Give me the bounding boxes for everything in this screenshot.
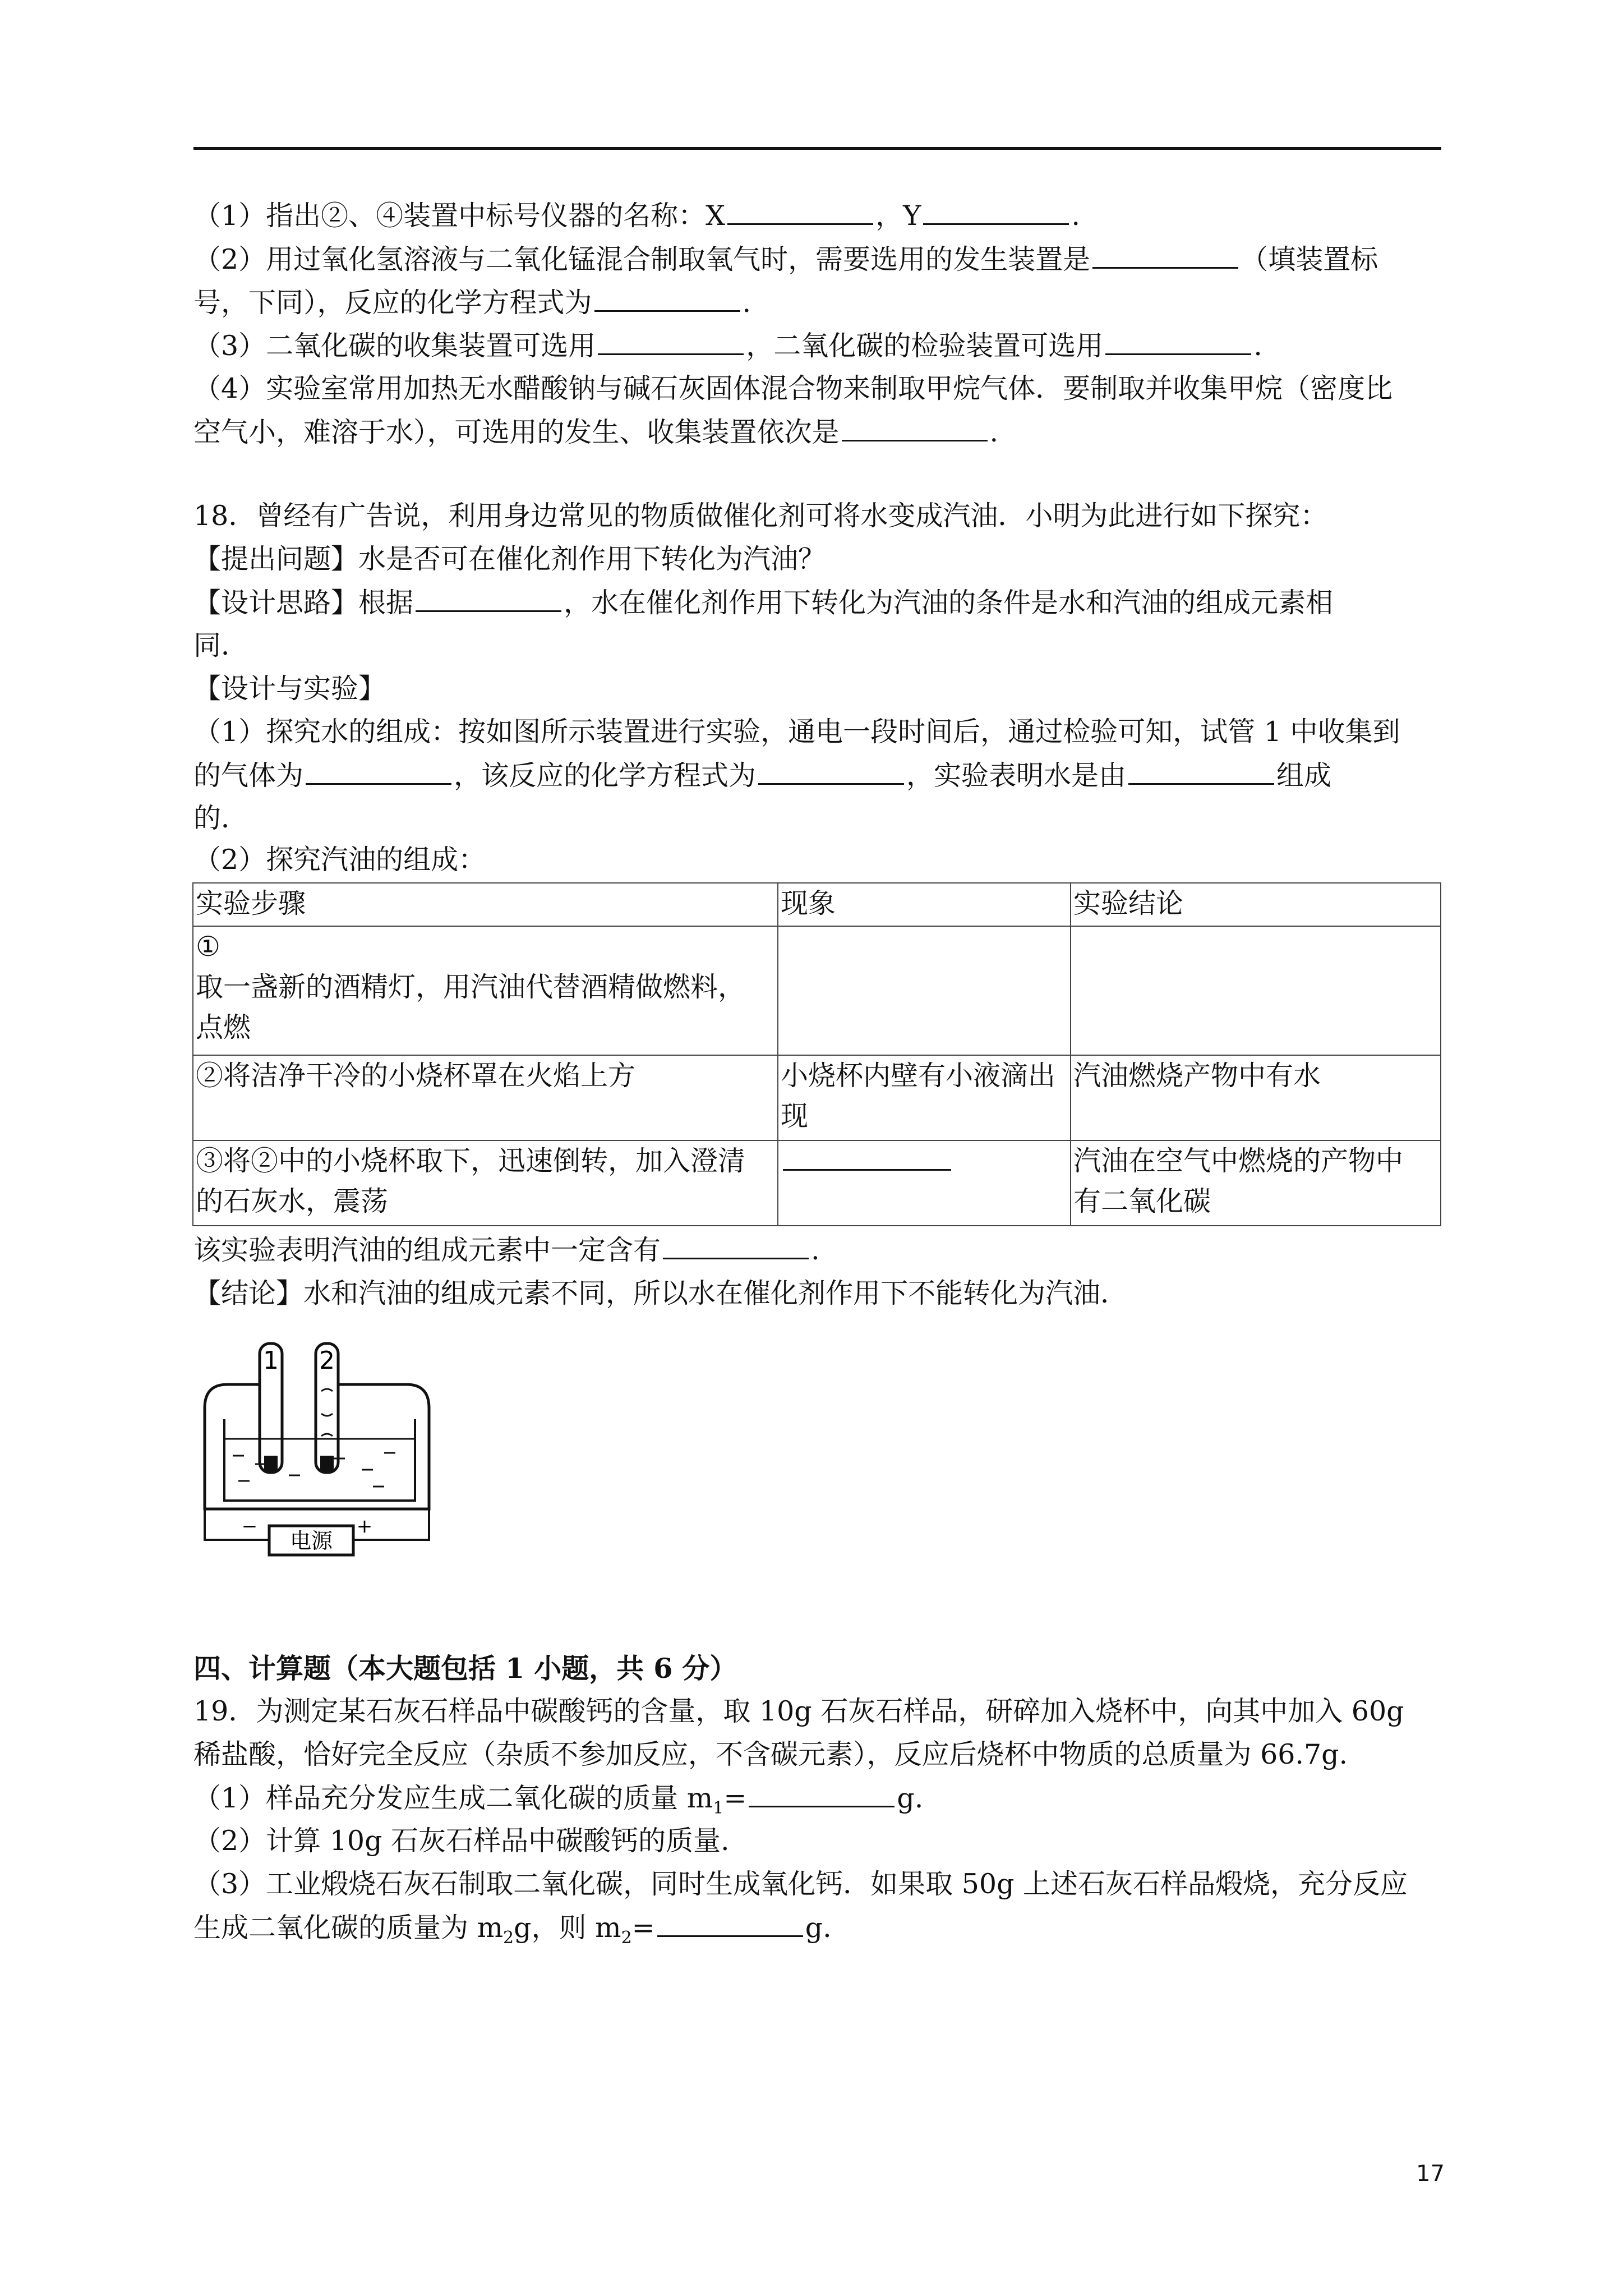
- answer-blank: [657, 1907, 803, 1937]
- q19-part3-line2: 生成二氧化碳的质量为 $m_2g$，则 $m_2= g$.: [193, 1907, 1444, 1958]
- q18-question: 【提出问题】水是否可在催化剂作用下转化为汽油？: [193, 543, 826, 575]
- row2-conclusion: 汽油燃烧产物中有水: [1071, 1055, 1441, 1140]
- tube-2-label: 2: [319, 1346, 335, 1375]
- q18-conclusion: 【结论】水和汽油的组成元素不同，所以水在催化剂作用下不能转化为汽油．: [193, 1277, 1128, 1309]
- header-rule: [193, 147, 1441, 150]
- table-row: [193, 926, 1441, 1055]
- answer-blank: [1092, 239, 1238, 269]
- answer-blank: [749, 1778, 895, 1807]
- q18-exp1-line2: 的气体为 ，该反应的化学方程式为 ，实验表明水是由 组成: [193, 755, 1444, 796]
- experiment-table: [192, 882, 1441, 1226]
- answer-blank: [416, 582, 561, 612]
- answer-blank: [1105, 325, 1251, 355]
- answer-blank: [842, 412, 988, 441]
- q17-part4-line2: 空气小，难溶于水），可选用的发生、收集装置依次是 .: [193, 412, 1444, 453]
- power-source-label: 电源: [289, 1529, 333, 1553]
- answer-blank: [783, 1141, 951, 1171]
- q17-part2-line2: 号，下同），反应的化学方程式为 .: [193, 282, 1444, 323]
- q17-part2-line1: （2）用过氧化氢溶液与二氧化锰混合制取氧气时，需要选用的发生装置是 （填装置标: [193, 239, 1444, 280]
- q18-intro: 18．曾经有广告说，利用身边常见的物质做催化剂可将水变成汽油．小明为此进行如下探究：: [193, 500, 1328, 532]
- answer-blank: [727, 195, 873, 225]
- q19-line2: 稀盐酸，恰好完全反应（杂质不参加反应，不含碳元素），反应后烧杯中物质的总质量为 66.7g.: [193, 1738, 1348, 1770]
- electrolysis-apparatus-figure: [193, 1324, 443, 1559]
- tube-1-label: 1: [263, 1346, 279, 1375]
- answer-blank: [923, 195, 1069, 225]
- answer-blank: [758, 755, 904, 785]
- q18-exp1-line1: （1）探究水的组成：按如图所示装置进行实验，通电一段时间后，通过检验可知，试管 1 中收集到: [193, 716, 1400, 748]
- section-heading: 四、计算题（本大题包括 1 小题，共 6 分）: [193, 1652, 737, 1685]
- page-number: 17: [1416, 2161, 1445, 2187]
- negative-terminal-label: −: [241, 1515, 258, 1538]
- q18-exp2: （2）探究汽油的组成：: [193, 844, 486, 876]
- q17-part4-line1: （4）实验室常用加热无水醋酸钠与碱石灰固体混合物来制取甲烷气体．要制取并收集甲烷（密度比: [193, 372, 1393, 404]
- answer-blank: [1128, 755, 1274, 785]
- row1-step: ① 取一盏新的酒精灯，用汽油代替酒精做燃料， 点燃: [193, 926, 778, 1055]
- row3-step: ③将②中的小烧杯取下，迅速倒转，加入澄清 的石灰水，震荡: [193, 1140, 778, 1226]
- row1-phenomenon: [778, 926, 1071, 1055]
- q18-exp1-line3: 的．: [193, 802, 249, 834]
- answer-blank: [598, 325, 744, 355]
- table-row: [193, 883, 1441, 926]
- positive-terminal-label: +: [356, 1515, 373, 1538]
- header-step: 实验步骤: [193, 883, 778, 926]
- q19-part2: （2）计算 10g 石灰石样品中碳酸钙的质量.: [193, 1825, 730, 1857]
- header-phenomenon: 现象: [778, 883, 1071, 926]
- q18-idea-line1: 【设计思路】根据 ，水在催化剂作用下转化为汽油的条件是水和汽油的组成元素相: [193, 582, 1444, 623]
- row3-phenomenon: [778, 1140, 1071, 1226]
- answer-blank: [594, 282, 740, 312]
- answer-blank: [306, 755, 451, 785]
- header-conclusion: 实验结论: [1071, 883, 1441, 926]
- row2-step: ②将洁净干冷的小烧杯罩在火焰上方: [193, 1055, 778, 1140]
- q17-part1: （1）指出②、④装置中标号仪器的名称：X ，Y .: [193, 195, 1444, 236]
- row1-conclusion: [1071, 926, 1441, 1055]
- table-row: [193, 1140, 1441, 1226]
- answer-blank: [663, 1230, 809, 1259]
- row3-conclusion: 汽油在空气中燃烧的产物中 有二氧化碳: [1071, 1140, 1441, 1226]
- q17-part3: （3）二氧化碳的收集装置可选用 ，二氧化碳的检验装置可选用 .: [193, 325, 1444, 366]
- q19-line1: 19．为测定某石灰石样品中碳酸钙的含量，取 10g 石灰石样品，研碎加入烧杯中，向其中加入 60g: [193, 1695, 1404, 1727]
- q18-idea-line2: 同．: [193, 629, 249, 661]
- q18-after-table: 该实验表明汽油的组成元素中一定含有 .: [193, 1230, 1444, 1271]
- q18-design: 【设计与实验】: [193, 673, 386, 705]
- q19-part1: （1）样品充分发应生成二氧化碳的质量 $m_1= g$.: [193, 1778, 1444, 1829]
- q19-part3-line1: （3）工业煅烧石灰石制取二氧化碳，同时生成氧化钙．如果取 50g 上述石灰石样品煅烧，充分反应: [193, 1868, 1408, 1900]
- table-row: [193, 1055, 1441, 1140]
- row2-phenomenon: 小烧杯内壁有小液滴出 现: [778, 1055, 1071, 1140]
